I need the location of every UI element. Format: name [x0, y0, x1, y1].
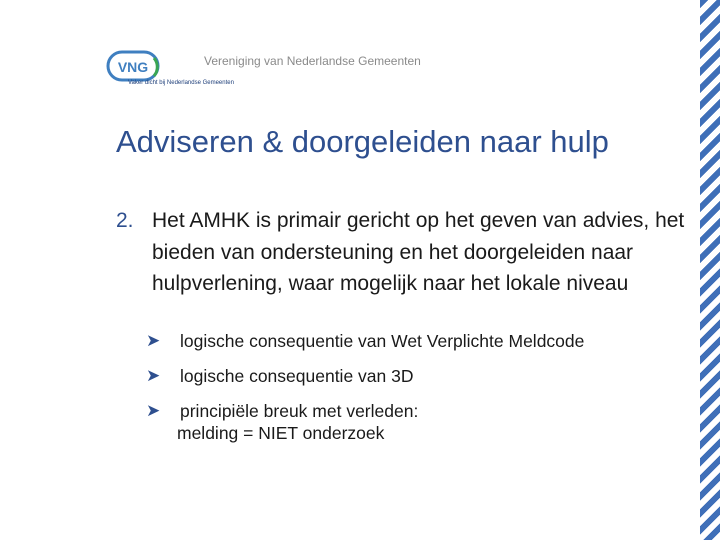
sub-item-text: principiële breuk met verleden:	[180, 401, 419, 421]
list-item	[146, 400, 706, 444]
numbered-point	[116, 205, 696, 300]
point-number: 2.	[116, 209, 134, 232]
decorative-stripe-edge	[700, 0, 720, 540]
list-item	[146, 330, 706, 352]
sub-item-text: logische consequentie van Wet Verplichte Meldcode	[180, 331, 585, 351]
point-text: Het AMHK is primair gericht op het geven van advies, het bieden van ondersteuning en het doorgeleiden naar hulpverlening, waar mogelijk naar het lokale niveau	[152, 209, 685, 295]
arrow-bullet-icon: ➤	[146, 366, 161, 385]
organization-name: Vereniging van Nederlandse Gemeenten	[204, 54, 421, 68]
arrow-bullet-icon: ➤	[146, 401, 161, 420]
sub-item-continuation: melding = NIET onderzoek	[177, 423, 385, 443]
logo-tagline: Vaker dicht bij Nederlandse Gemeenten	[128, 80, 234, 86]
arrow-bullet-icon: ➤	[146, 331, 161, 350]
sub-item-text: logische consequentie van 3D	[180, 366, 414, 386]
logo-text: VNG	[117, 59, 149, 75]
sub-bullet-list	[146, 330, 706, 444]
vng-logo	[106, 48, 196, 96]
list-item	[146, 365, 706, 387]
slide-title: Adviseren & doorgeleiden naar hulp	[116, 124, 609, 159]
